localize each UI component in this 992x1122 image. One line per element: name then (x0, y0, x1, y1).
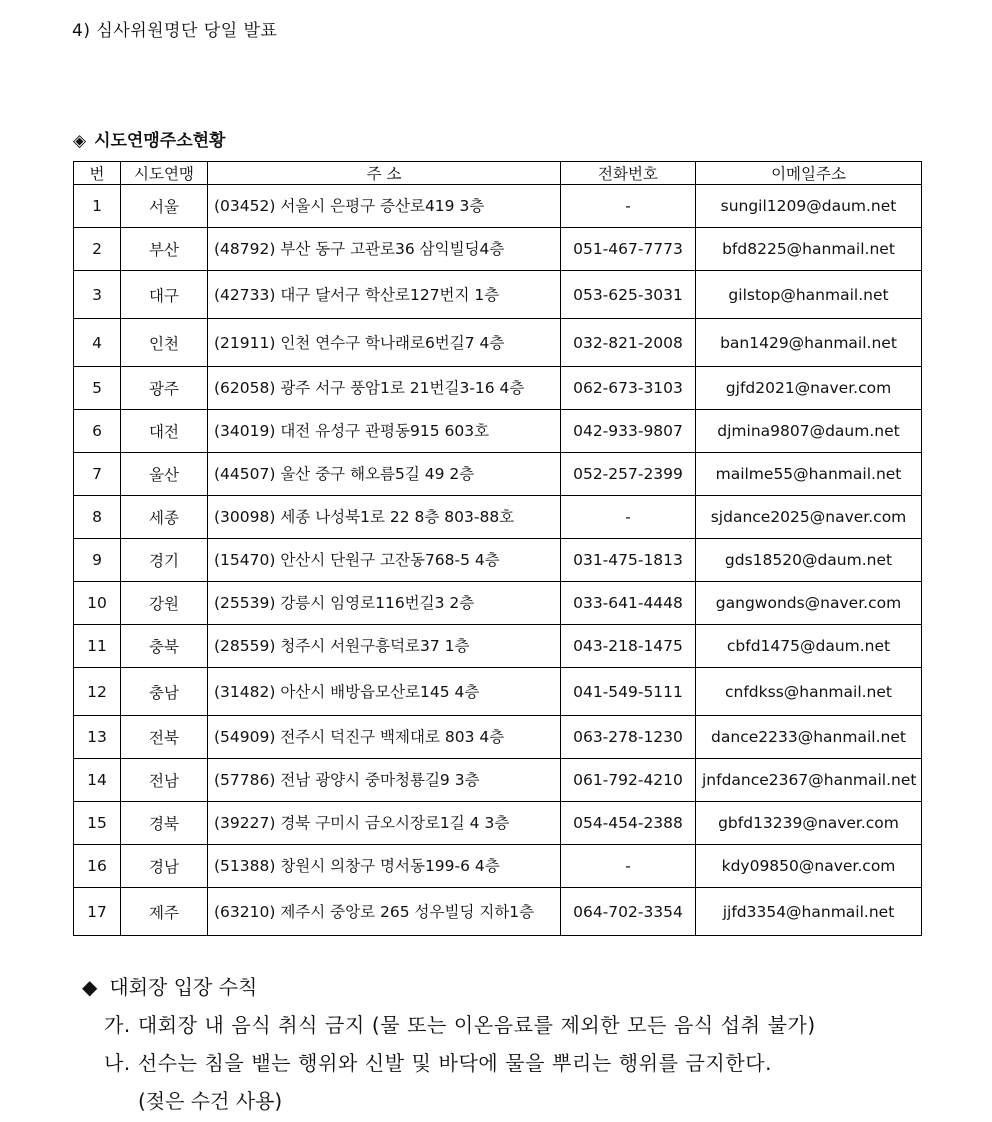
cell-address: (54909) 전주시 덕진구 백제대로 803 4층 (208, 716, 561, 759)
header-region: 시도연맹 (121, 162, 208, 185)
table-row (74, 802, 922, 845)
cell-email: djmina9807@daum.net (696, 410, 922, 453)
table-row (74, 496, 922, 539)
cell-email: bfd8225@hanmail.net (696, 228, 922, 271)
cell-phone: 052-257-2399 (561, 453, 696, 496)
cell-number: 15 (74, 802, 121, 845)
cell-number: 11 (74, 625, 121, 668)
cell-phone: 033-641-4448 (561, 582, 696, 625)
cell-phone: 062-673-3103 (561, 367, 696, 410)
cell-phone: 064-702-3354 (561, 888, 696, 936)
table-row (74, 539, 922, 582)
cell-number: 7 (74, 453, 121, 496)
table-header-row (74, 162, 922, 185)
table-row (74, 319, 922, 367)
table-row (74, 228, 922, 271)
cell-email: cnfdkss@hanmail.net (696, 668, 922, 716)
section-title (73, 126, 225, 151)
cell-region: 제주 (121, 888, 208, 936)
cell-address: (42733) 대구 달서구 학산로127번지 1층 (208, 271, 561, 319)
page-heading: 4) 심사위원명단 당일 발표 (72, 21, 278, 41)
cell-region: 강원 (121, 582, 208, 625)
table-row (74, 845, 922, 888)
table-row (74, 367, 922, 410)
table-row (74, 668, 922, 716)
cell-region: 광주 (121, 367, 208, 410)
cell-number: 16 (74, 845, 121, 888)
diamond-bullet-icon: ◈ (73, 131, 87, 151)
federation-address-table (73, 161, 922, 936)
cell-address: (63210) 제주시 중앙로 265 성우빌딩 지하1층 (208, 888, 561, 936)
rule-item-1: 가. 대회장 내 음식 취식 금지 (물 또는 이온음료를 제외한 모든 음식 섭취 불가) (104, 1013, 816, 1037)
cell-address: (44507) 울산 중구 해오름5길 49 2층 (208, 453, 561, 496)
cell-email: gangwonds@naver.com (696, 582, 922, 625)
cell-phone: 032-821-2008 (561, 319, 696, 367)
cell-number: 8 (74, 496, 121, 539)
table-row (74, 759, 922, 802)
cell-address: (30098) 세종 나성북1로 22 8층 803-88호 (208, 496, 561, 539)
cell-email: jnfdance2367@hanmail.net (696, 759, 922, 802)
cell-region: 전북 (121, 716, 208, 759)
cell-address: (62058) 광주 서구 풍암1로 21번길3-16 4층 (208, 367, 561, 410)
cell-phone: 063-278-1230 (561, 716, 696, 759)
rules-heading (82, 968, 816, 1006)
table-row (74, 625, 922, 668)
cell-region: 충남 (121, 668, 208, 716)
cell-address: (39227) 경북 구미시 금오시장로1길 4 3층 (208, 802, 561, 845)
cell-region: 세종 (121, 496, 208, 539)
cell-number: 4 (74, 319, 121, 367)
cell-address: (25539) 강릉시 임영로116번길3 2층 (208, 582, 561, 625)
cell-number: 2 (74, 228, 121, 271)
cell-region: 서울 (121, 185, 208, 228)
cell-number: 3 (74, 271, 121, 319)
cell-address: (31482) 아산시 배방읍모산로145 4층 (208, 668, 561, 716)
table-row (74, 716, 922, 759)
cell-email: ban1429@hanmail.net (696, 319, 922, 367)
cell-number: 17 (74, 888, 121, 936)
cell-email: kdy09850@naver.com (696, 845, 922, 888)
cell-phone: - (561, 496, 696, 539)
cell-region: 경기 (121, 539, 208, 582)
cell-region: 대전 (121, 410, 208, 453)
table-row (74, 453, 922, 496)
cell-address: (48792) 부산 동구 고관로36 삼익빌딩4층 (208, 228, 561, 271)
cell-phone: 054-454-2388 (561, 802, 696, 845)
cell-number: 9 (74, 539, 121, 582)
cell-email: sungil1209@daum.net (696, 185, 922, 228)
cell-phone: 043-218-1475 (561, 625, 696, 668)
cell-region: 경북 (121, 802, 208, 845)
cell-address: (57786) 전남 광양시 중마청룡길9 3층 (208, 759, 561, 802)
table-row (74, 582, 922, 625)
cell-number: 14 (74, 759, 121, 802)
cell-email: gds18520@daum.net (696, 539, 922, 582)
cell-address: (51388) 창원시 의창구 명서동199-6 4층 (208, 845, 561, 888)
cell-email: gilstop@hanmail.net (696, 271, 922, 319)
cell-number: 13 (74, 716, 121, 759)
cell-region: 전남 (121, 759, 208, 802)
cell-email: sjdance2025@naver.com (696, 496, 922, 539)
rule-note: (젖은 수건 사용) (138, 1089, 283, 1113)
cell-address: (21911) 인천 연수구 학나래로6번길7 4층 (208, 319, 561, 367)
cell-phone: - (561, 185, 696, 228)
cell-address: (03452) 서울시 은평구 증산로419 3층 (208, 185, 561, 228)
table-row (74, 271, 922, 319)
cell-phone: 031-475-1813 (561, 539, 696, 582)
cell-number: 1 (74, 185, 121, 228)
rule-item-2: 나. 선수는 침을 뱉는 행위와 신발 및 바닥에 물을 뿌리는 행위를 금지한다. (104, 1051, 773, 1075)
table-row (74, 410, 922, 453)
section-title-text: 시도연맹주소현황 (94, 131, 226, 151)
header-email: 이메일주소 (696, 162, 922, 185)
cell-email: gjfd2021@naver.com (696, 367, 922, 410)
header-phone: 전화번호 (561, 162, 696, 185)
cell-phone: 053-625-3031 (561, 271, 696, 319)
cell-address: (34019) 대전 유성구 관평동915 603호 (208, 410, 561, 453)
cell-email: dance2233@hanmail.net (696, 716, 922, 759)
cell-email: gbfd13239@naver.com (696, 802, 922, 845)
cell-region: 경남 (121, 845, 208, 888)
cell-region: 인천 (121, 319, 208, 367)
cell-region: 부산 (121, 228, 208, 271)
cell-number: 5 (74, 367, 121, 410)
table-row (74, 888, 922, 936)
table-row (74, 185, 922, 228)
cell-phone: 051-467-7773 (561, 228, 696, 271)
cell-email: mailme55@hanmail.net (696, 453, 922, 496)
diamond-bullet-icon: ◆ (82, 975, 98, 999)
cell-region: 울산 (121, 453, 208, 496)
cell-email: cbfd1475@daum.net (696, 625, 922, 668)
cell-email: jjfd3354@hanmail.net (696, 888, 922, 936)
rules-title: 대회장 입장 수칙 (109, 975, 258, 999)
cell-phone: 042-933-9807 (561, 410, 696, 453)
cell-number: 12 (74, 668, 121, 716)
cell-phone: 061-792-4210 (561, 759, 696, 802)
cell-phone: 041-549-5111 (561, 668, 696, 716)
venue-rules (82, 968, 816, 1120)
cell-number: 6 (74, 410, 121, 453)
header-number: 번 (74, 162, 121, 185)
cell-address: (28559) 청주시 서원구흥덕로37 1층 (208, 625, 561, 668)
header-address: 주 소 (208, 162, 561, 185)
cell-region: 충북 (121, 625, 208, 668)
cell-address: (15470) 안산시 단원구 고잔동768-5 4층 (208, 539, 561, 582)
cell-number: 10 (74, 582, 121, 625)
cell-region: 대구 (121, 271, 208, 319)
cell-phone: - (561, 845, 696, 888)
